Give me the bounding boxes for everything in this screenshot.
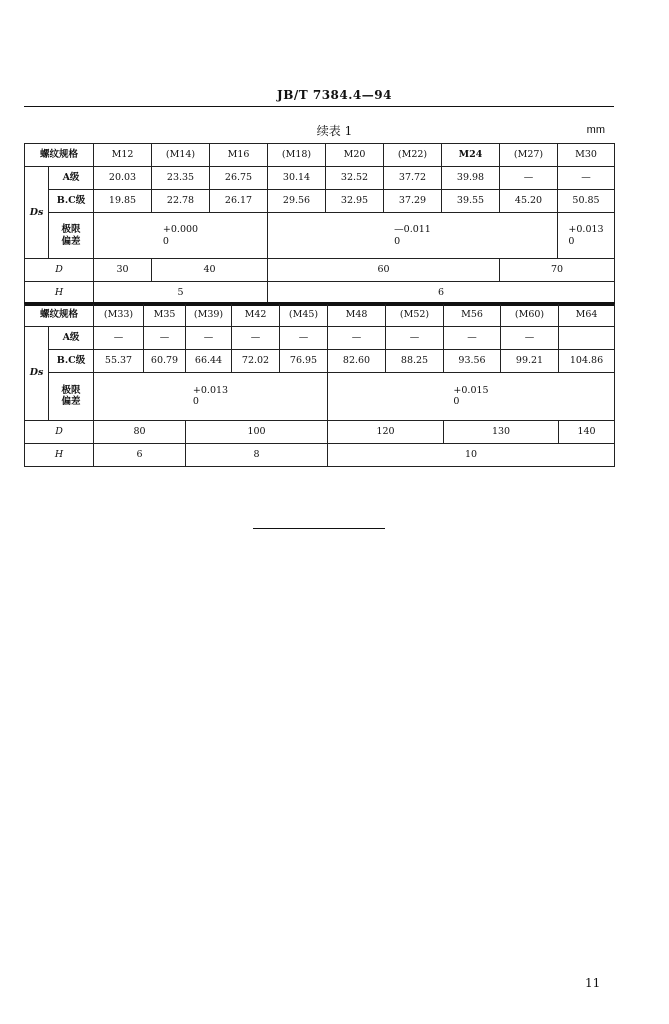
spec-cell: M30 [558,144,615,167]
h-label: H [25,443,94,466]
a-grade-row [25,326,615,349]
h-label: H [25,282,94,305]
tolerance-cell [94,213,268,259]
spec-label: 螺纹规格 [25,144,94,167]
value-cell: 20.03 [94,167,152,190]
value-cell: 10 [328,443,615,466]
value-cell: 32.52 [326,167,384,190]
value-cell: 104.86 [559,349,615,372]
value-cell: 70 [500,259,615,282]
ds-label: Ds [25,167,49,259]
spec-cell: M16 [210,144,268,167]
value-cell: 66.44 [186,349,232,372]
spec-cell: (M39) [186,303,232,326]
value-cell: 30 [94,259,152,282]
bc-grade-label: B.C级 [49,349,94,372]
value-cell: 60.79 [144,349,186,372]
value-cell: 26.17 [210,190,268,213]
header-rule [24,106,614,107]
value-cell: 19.85 [94,190,152,213]
tolerance-cell [94,372,328,420]
spec-row [25,144,615,167]
page-number: 11 [585,976,601,990]
ds-label: Ds [25,326,49,420]
value-cell: 80 [94,420,186,443]
value-cell [559,326,615,349]
spec-cell: (M45) [280,303,328,326]
spec-cell: M56 [444,303,501,326]
spec-cell: (M52) [386,303,444,326]
value-cell: 26.75 [210,167,268,190]
value-cell: 39.98 [442,167,500,190]
spec-cell: M42 [232,303,280,326]
tolerance-value: —0.011 0 [394,224,431,247]
value-cell: 50.85 [558,190,615,213]
spec-cell: M35 [144,303,186,326]
value-cell: — [501,326,559,349]
value-cell: 8 [186,443,328,466]
spec-cell: M12 [94,144,152,167]
spec-cell: M24 [442,144,500,167]
tolerance-row [25,213,615,259]
value-cell: 130 [444,420,559,443]
standard-code: JB/T 7384.4—94 [277,88,392,102]
tolerance-label: 极限 偏差 [49,213,94,259]
value-cell: — [500,167,558,190]
spec-cell: (M18) [268,144,326,167]
value-cell: 6 [94,443,186,466]
d-row [25,420,615,443]
value-cell: 40 [152,259,268,282]
value-cell: — [444,326,501,349]
value-cell: 88.25 [386,349,444,372]
value-cell: 120 [328,420,444,443]
value-cell: — [328,326,386,349]
h-row [25,443,615,466]
value-cell: 55.37 [94,349,144,372]
spec-cell: M64 [559,303,615,326]
value-cell: — [94,326,144,349]
bc-grade-row [25,349,615,372]
tolerance-value: +0.000 0 [162,224,199,247]
value-cell: 140 [559,420,615,443]
value-cell: 99.21 [501,349,559,372]
value-cell: 82.60 [328,349,386,372]
tolerance-cell [328,372,615,420]
spec-cell: (M33) [94,303,144,326]
value-cell: — [186,326,232,349]
value-cell: 23.35 [152,167,210,190]
tolerance-value: +0.015 0 [453,384,489,407]
a-grade-label: A级 [49,167,94,190]
tolerance-cell [268,213,558,259]
value-cell: 32.95 [326,190,384,213]
value-cell: 6 [268,282,615,305]
tolerance-cell [558,213,615,259]
bc-grade-row [25,190,615,213]
value-cell: — [144,326,186,349]
value-cell: — [386,326,444,349]
spec-cell: (M22) [384,144,442,167]
unit-label: mm [586,124,605,136]
value-cell: 39.55 [442,190,500,213]
value-cell: 5 [94,282,268,305]
tolerance-value: +0.013 0 [192,384,229,407]
value-cell: 37.29 [384,190,442,213]
d-label: D [25,259,94,282]
table-caption: 续表 1 [316,124,353,138]
value-cell: 93.56 [444,349,501,372]
tolerance-value: +0.013 0 [568,224,604,247]
value-cell: 76.95 [280,349,328,372]
spec-cell: (M60) [501,303,559,326]
value-cell: — [558,167,615,190]
spec-cell: M20 [326,144,384,167]
spec-table-1 [24,143,615,306]
d-row [25,259,615,282]
spec-cell: (M14) [152,144,210,167]
value-cell: — [280,326,328,349]
value-cell: 100 [186,420,328,443]
value-cell: 22.78 [152,190,210,213]
d-label: D [25,420,94,443]
value-cell: 30.14 [268,167,326,190]
value-cell: 60 [268,259,500,282]
spec-cell: (M27) [500,144,558,167]
tolerance-row [25,372,615,420]
value-cell: 37.72 [384,167,442,190]
tolerance-label: 极限 偏差 [49,372,94,420]
spec-row [25,303,615,326]
end-rule [253,528,385,529]
bc-grade-label: B.C级 [49,190,94,213]
a-grade-row [25,167,615,190]
spec-table-2 [24,302,615,467]
value-cell: 72.02 [232,349,280,372]
value-cell: 29.56 [268,190,326,213]
a-grade-label: A级 [49,326,94,349]
spec-label: 螺纹规格 [25,303,94,326]
value-cell: — [232,326,280,349]
value-cell: 45.20 [500,190,558,213]
spec-cell: M48 [328,303,386,326]
